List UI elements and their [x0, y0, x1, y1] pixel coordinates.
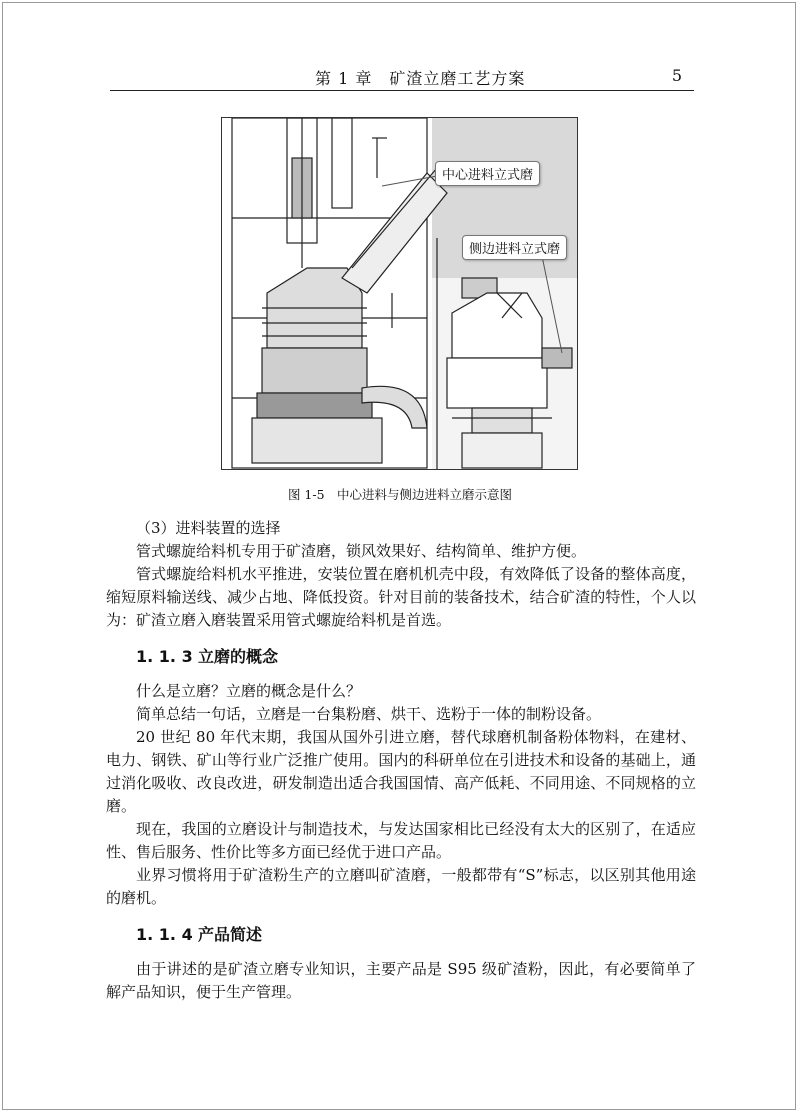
center-feed-mill-drawing	[232, 118, 447, 468]
figure-caption: 图 1-5 中心进料与侧边进料立磨示意图	[287, 487, 513, 502]
paragraph: 由于讲述的是矿渣立磨专业知识，主要产品是 S95 级矿渣粉，因此，有必要简单了解产品知识，便于生产管理。	[106, 960, 696, 1001]
paragraph: 简单总结一句话，立磨是一台集粉磨、烘干、选粉于一体的制粉设备。	[136, 705, 602, 723]
section-heading-1-1-4	[136, 924, 696, 946]
paragraph: 什么是立磨？立磨的概念是什么？	[136, 682, 362, 700]
callout-center-feed-label: 中心进料立式磨	[435, 161, 540, 186]
paragraph: 20 世纪 80 年代末期，我国从国外引进立磨，替代球磨机制备粉体物料，在建材、电力、钢铁、矿山等行业广泛推广使用。国内的科研单位在引进技术和设备的基础上，通过消化吸收、改良改进，研发制造出适合我国国情、高产低耗、不同用途、不同规格的立磨。	[106, 728, 696, 815]
callout-side-feed-label: 侧边进料立式磨	[462, 235, 567, 260]
running-header	[110, 60, 694, 91]
paragraph: 业界习惯将用于矿渣粉生产的立磨叫矿渣磨，一般都带有“S”标志，以区别其他用途的磨机。	[106, 866, 696, 907]
paragraph: 管式螺旋给料机专用于矿渣磨，锁风效果好、结构简单、维护方便。	[136, 542, 587, 560]
section-heading-1-1-3	[136, 646, 696, 668]
section-title: 产品简述	[198, 925, 263, 944]
section-number: 1. 1. 3	[136, 647, 193, 666]
section-title: 立磨的概念	[198, 647, 279, 666]
section-number: 1. 1. 4	[136, 925, 193, 944]
paragraph: 管式螺旋给料机水平推进，安装位置在磨机机壳中段，有效降低了设备的整体高度，缩短原料输送线、减少占地、降低投资。针对目前的装备技术，结合矿渣的特性，个人以为：矿渣立磨入磨装置采用管式螺旋给料机是首选。	[106, 565, 696, 629]
paragraph-feed-device-heading: （3）进料装置的选择	[136, 519, 281, 537]
body-text	[106, 517, 696, 1004]
page-number: 5	[671, 66, 682, 85]
mill-diagram-figure	[221, 117, 578, 470]
paragraph: 现在，我国的立磨设计与制造技术，与发达国家相比已经没有太大的区别了，在适应性、售后服务、性价比等多方面已经优于进口产品。	[106, 820, 696, 861]
running-title: 第 1 章 矿渣立磨工艺方案	[315, 69, 526, 88]
